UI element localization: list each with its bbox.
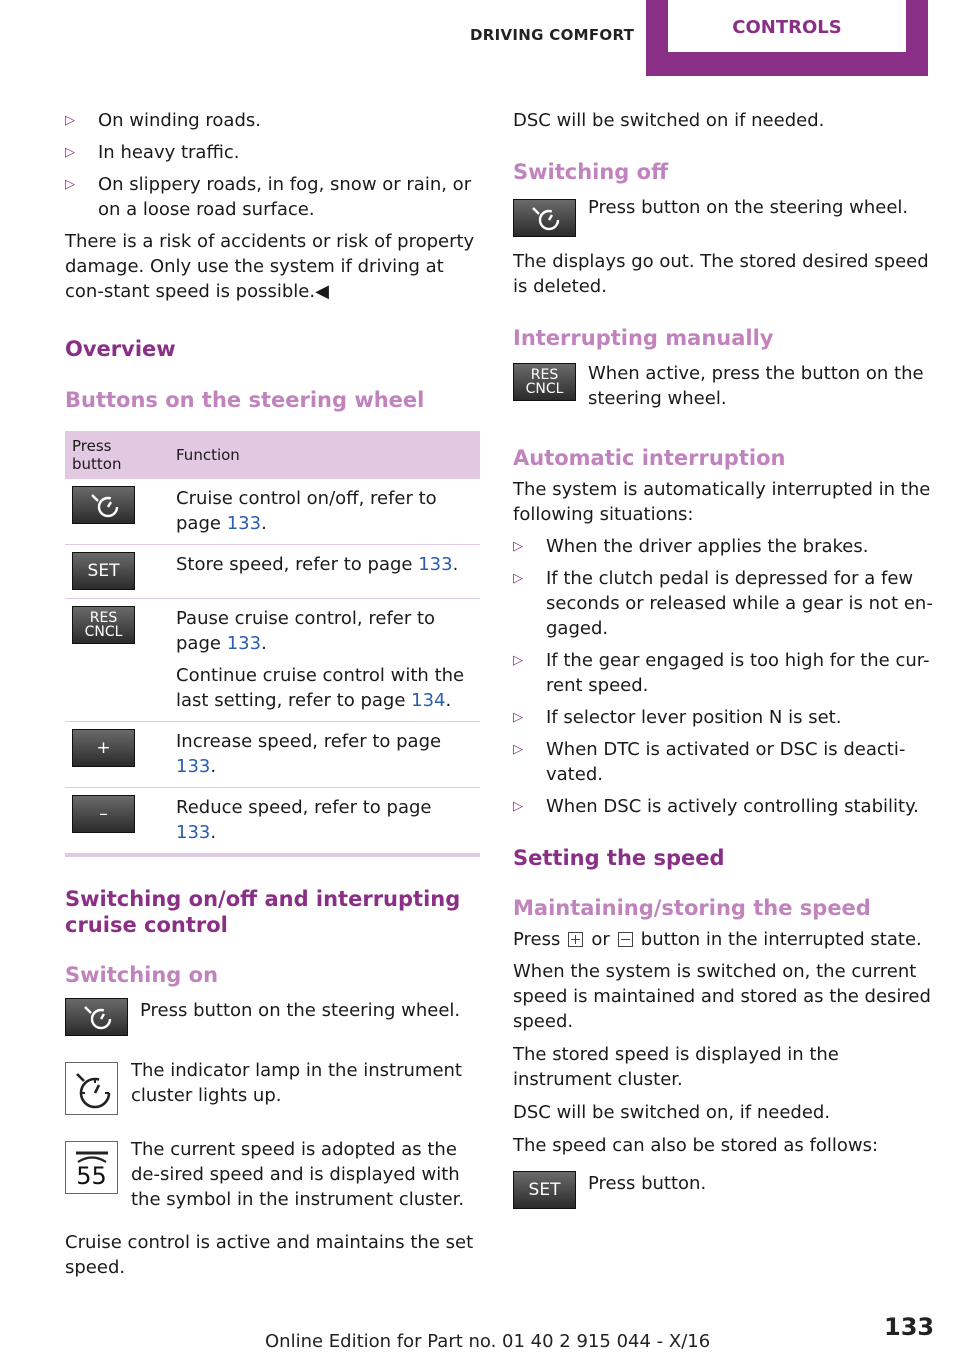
body-text: The speed can also be stored as follows: bbox=[513, 1135, 879, 1156]
page-link[interactable]: 133 bbox=[418, 554, 453, 575]
displays-out-text: The displays go out. The stored desired speed is deleted. bbox=[513, 251, 929, 297]
automatic-interruption-heading: Automatic interruption bbox=[513, 446, 786, 470]
triangle-bullet-icon: ▷ bbox=[513, 539, 523, 554]
function-text: Reduce speed, refer to page 133. bbox=[169, 788, 480, 856]
press-button-text: Press button. bbox=[588, 1173, 707, 1194]
list-item: ▷ When the driver applies the brakes. bbox=[513, 536, 869, 557]
triangle-bullet-icon: ▷ bbox=[513, 571, 523, 586]
table-row bbox=[65, 599, 480, 722]
indicator-lamp bbox=[65, 1062, 118, 1115]
function-text: Increase speed, refer to page 133. bbox=[169, 722, 480, 788]
cruise-control-icon bbox=[84, 491, 124, 519]
triangle-bullet-icon: ▷ bbox=[513, 742, 523, 757]
triangle-bullet-icon: ▷ bbox=[65, 145, 75, 160]
page-link[interactable]: 133 bbox=[176, 756, 211, 777]
triangle-bullet-icon: ▷ bbox=[513, 710, 523, 725]
cruise-control-icon bbox=[77, 1003, 117, 1031]
plus-button: + bbox=[72, 729, 135, 767]
cruise-indicator-icon bbox=[69, 1066, 115, 1112]
page-number: 133 bbox=[884, 1313, 935, 1341]
table-row bbox=[65, 479, 480, 545]
set-button: SET bbox=[72, 552, 135, 590]
right-column bbox=[513, 108, 933, 1209]
switching-on-heading: Switching on bbox=[65, 963, 219, 987]
minus-icon bbox=[618, 932, 633, 947]
chapter-tab bbox=[646, 0, 928, 76]
conditions-list bbox=[65, 108, 480, 222]
list-item: ▷ On winding roads. bbox=[65, 110, 261, 131]
column-header-function: Function bbox=[169, 431, 480, 479]
active-text: Cruise control is active and maintains the set speed. bbox=[65, 1232, 474, 1278]
page-link[interactable]: 134 bbox=[411, 690, 446, 711]
current-speed-text: The current speed is adopted as the de-sired speed and is displayed with the symbol in the instrument cluster. bbox=[131, 1139, 465, 1210]
cruise-onoff-button bbox=[72, 486, 135, 524]
list-item: ▷ If the clutch pedal is depressed for a few seconds or released while a gear is not en-gaged. bbox=[513, 568, 933, 639]
body-text: When the system is switched on, the current speed is maintained and stored as the desired speed. bbox=[513, 961, 931, 1032]
cruise-onoff-button bbox=[65, 998, 128, 1036]
footer-edition: Online Edition for Part no. 01 40 2 915 044 - X/16 bbox=[265, 1331, 711, 1352]
body-text: The stored speed is displayed in the instrument cluster. bbox=[513, 1044, 839, 1090]
page-link[interactable]: 133 bbox=[226, 633, 262, 654]
table-row bbox=[65, 788, 480, 856]
interrupting-manually-heading: Interrupting manually bbox=[513, 326, 774, 350]
speed-display-symbol bbox=[65, 1141, 118, 1194]
switching-off-heading: Switching off bbox=[513, 160, 669, 184]
triangle-bullet-icon: ▷ bbox=[513, 799, 523, 814]
setting-speed-heading: Setting the speed bbox=[513, 846, 725, 870]
minus-button: – bbox=[72, 795, 135, 833]
triangle-bullet-icon: ▷ bbox=[513, 653, 523, 668]
plus-icon bbox=[568, 932, 583, 947]
list-item: ▷ When DSC is actively controlling stability. bbox=[513, 796, 919, 817]
list-item: ▷ If the gear engaged is too high for the cur-rent speed. bbox=[513, 650, 930, 696]
chapter-tab-label: CONTROLS bbox=[668, 0, 906, 52]
speed-number: 55 bbox=[76, 1161, 107, 1190]
function-text: Cruise control on/off, refer to page 133. bbox=[169, 479, 480, 545]
press-plus-minus-text: Press or button in the interrupted state. bbox=[513, 929, 922, 950]
dsc-on-text: DSC will be switched on if needed. bbox=[513, 110, 825, 131]
buttons-table bbox=[65, 431, 480, 857]
left-column bbox=[65, 108, 480, 1280]
running-header-section: DRIVING COMFORT bbox=[470, 26, 635, 44]
res-cncl-button: RES CNCL bbox=[72, 606, 135, 644]
auto-interruption-list bbox=[513, 534, 933, 819]
table-row bbox=[65, 722, 480, 788]
column-header-button: Press button bbox=[65, 431, 169, 479]
function-text: Pause cruise control, refer to page 133. Continue cruise control with the last setting, refer to page 134. bbox=[169, 599, 480, 722]
list-item: ▷ On slippery roads, in fog, snow or rain, or on a loose road surface. bbox=[65, 174, 472, 220]
list-item: ▷ In heavy traffic. bbox=[65, 142, 240, 163]
cruise-onoff-button bbox=[513, 199, 576, 237]
res-cncl-button: RES CNCL bbox=[513, 363, 576, 401]
cruise-control-icon bbox=[525, 204, 565, 232]
function-text: Store speed, refer to page 133. bbox=[169, 545, 480, 599]
list-item: ▷ When DTC is activated or DSC is deacti-vated. bbox=[513, 739, 906, 785]
overview-heading: Overview bbox=[65, 337, 176, 361]
indicator-text: The indicator lamp in the instrument cluster lights up. bbox=[131, 1060, 462, 1106]
table-row bbox=[65, 545, 480, 599]
set-button: SET bbox=[513, 1171, 576, 1209]
triangle-bullet-icon: ▷ bbox=[65, 177, 75, 192]
maintaining-heading: Maintaining/storing the speed bbox=[513, 896, 871, 920]
page-link[interactable]: 133 bbox=[176, 822, 211, 843]
press-steering-text: Press button on the steering wheel. bbox=[588, 197, 909, 218]
buttons-heading: Buttons on the steering wheel bbox=[65, 388, 425, 412]
list-item: ▷ If selector lever position N is set. bbox=[513, 707, 842, 728]
body-text: DSC will be switched on, if needed. bbox=[513, 1102, 831, 1123]
auto-intro-text: The system is automatically interrupted in the following situations: bbox=[513, 479, 931, 525]
press-steering-text: Press button on the steering wheel. bbox=[140, 1000, 461, 1021]
triangle-bullet-icon: ▷ bbox=[65, 113, 75, 128]
page-link[interactable]: 133 bbox=[226, 513, 262, 534]
switching-heading: Switching on/off and interrupting cruise control bbox=[65, 887, 461, 937]
when-active-text: When active, press the button on the steering wheel. bbox=[588, 363, 924, 409]
warning-text: There is a risk of accidents or risk of property damage. Only use the system if driving at con-stant speed is possible.◀ bbox=[65, 231, 475, 302]
